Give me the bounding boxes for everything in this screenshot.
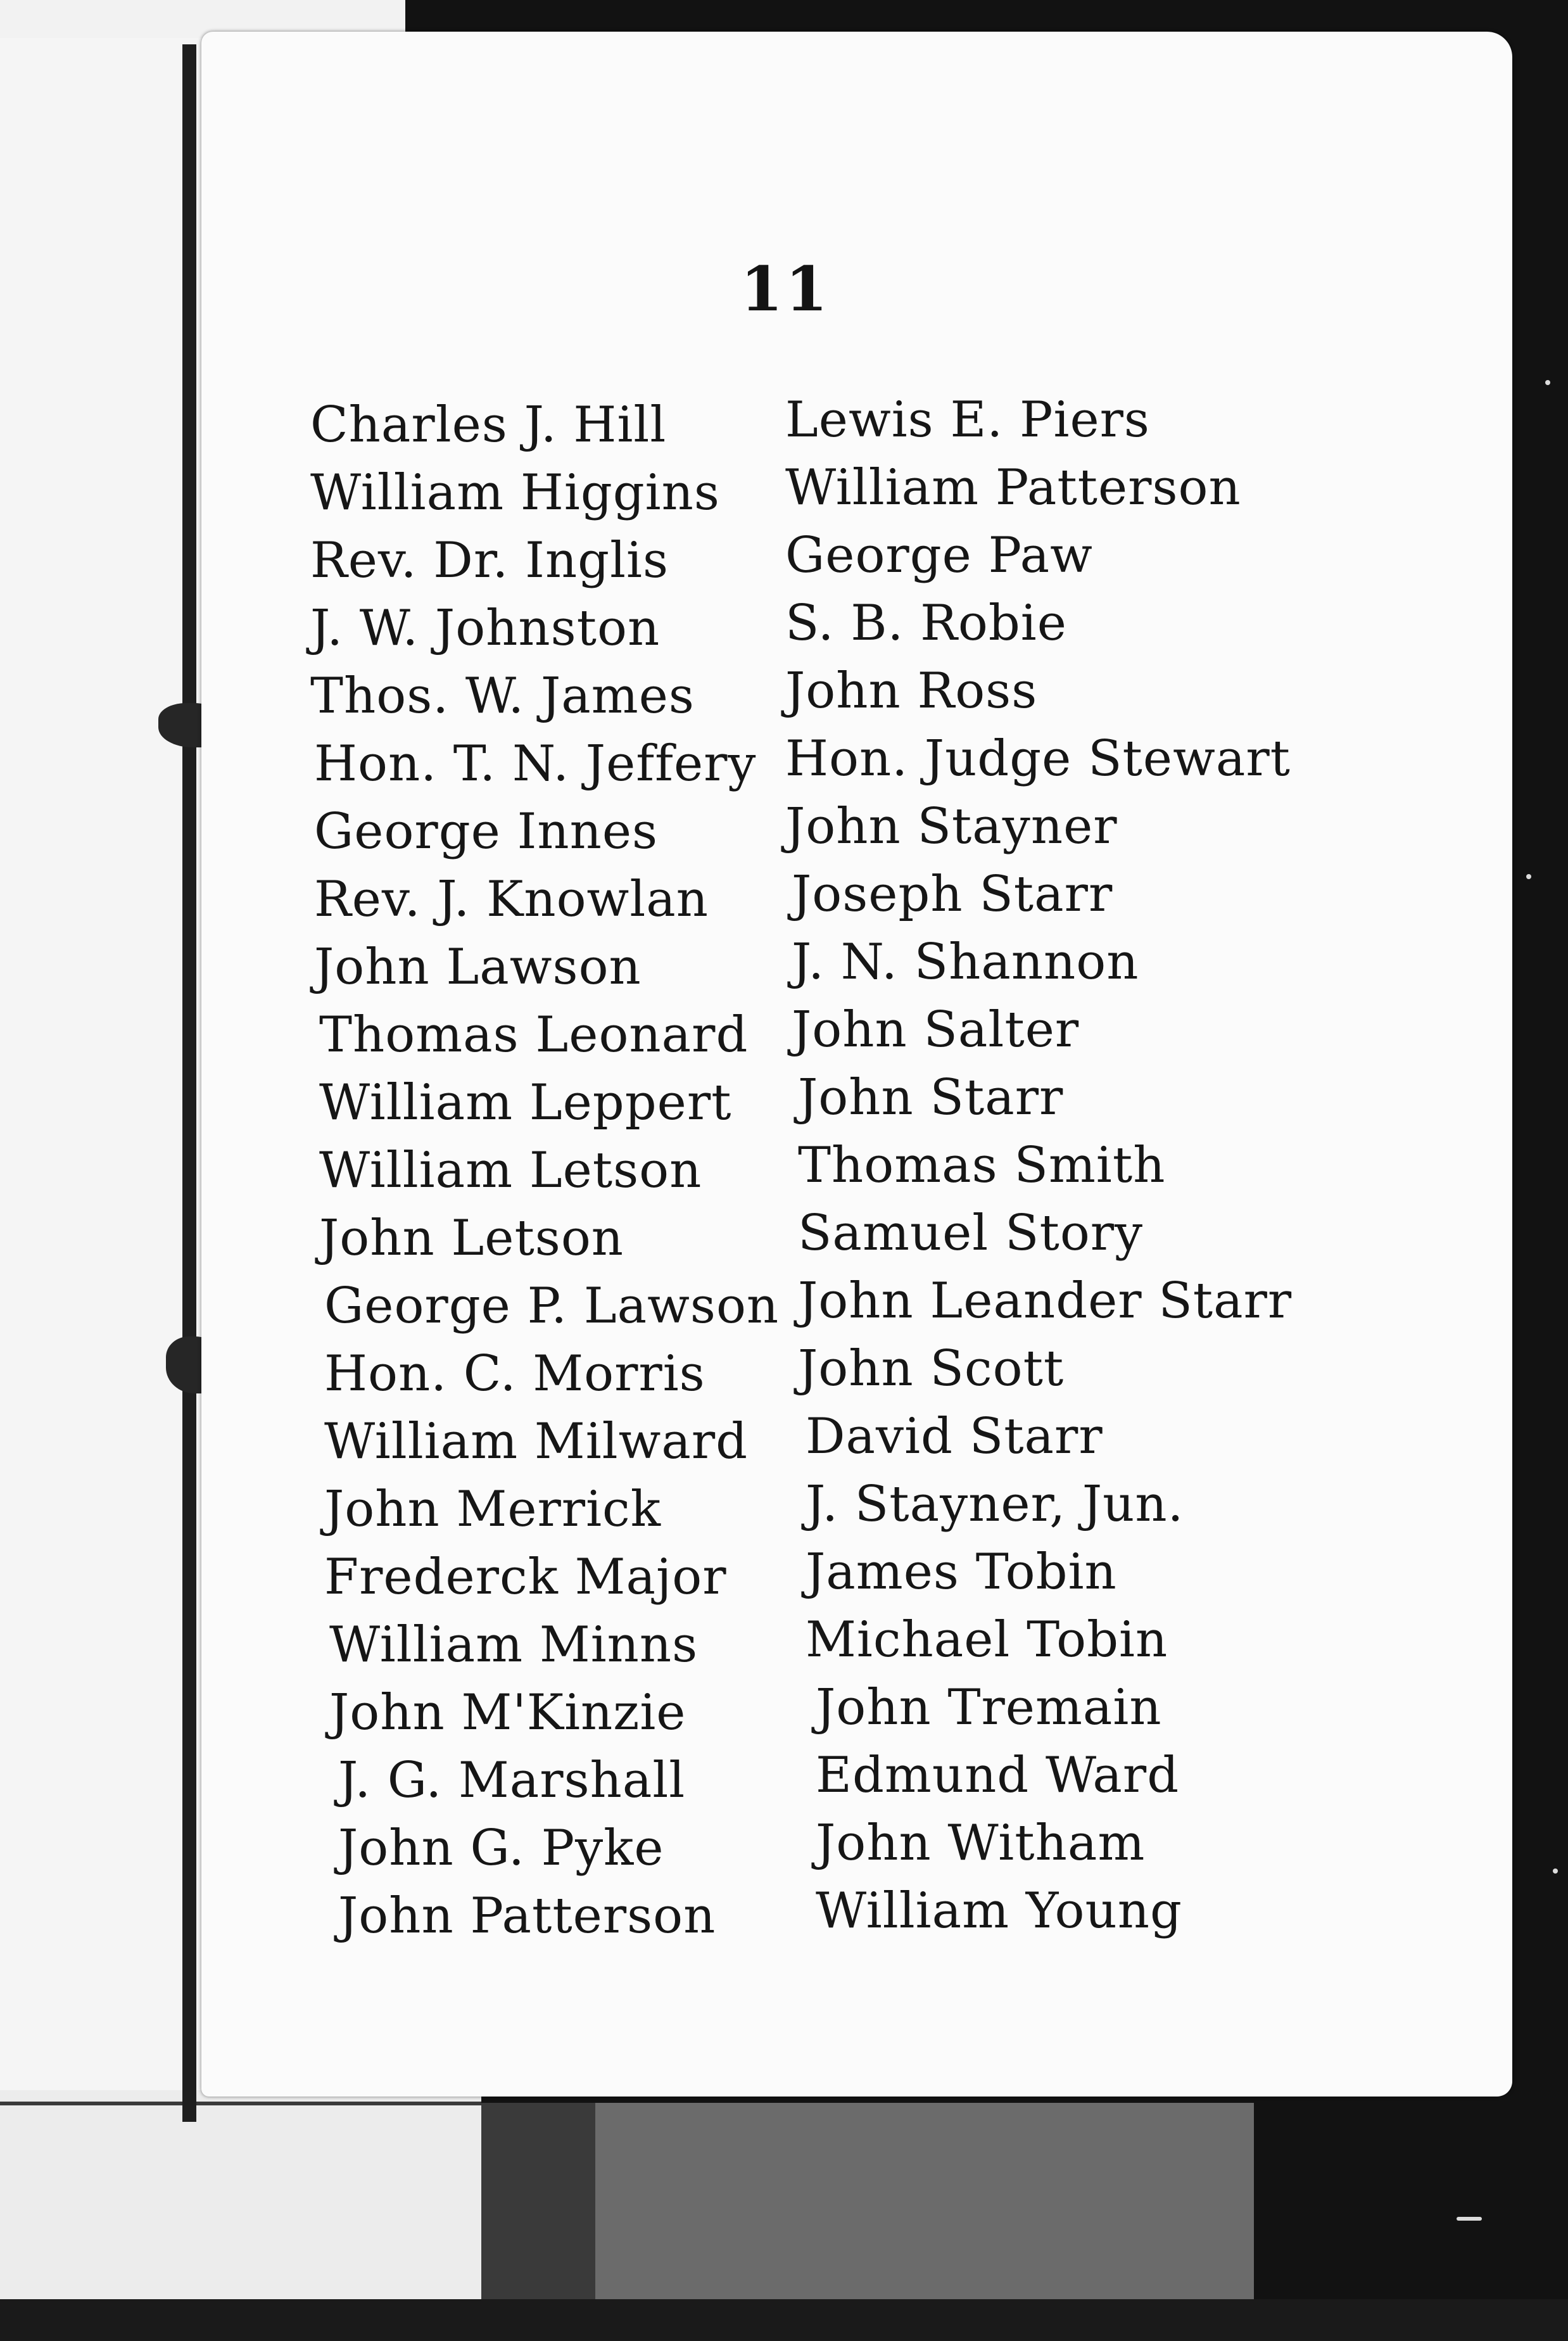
scan-backing-board [481,2103,1254,2306]
subscriber-name: William Letson [319,1142,702,1199]
subscriber-name: John Lawson [314,939,642,996]
subscriber-name: Lewis E. Piers [785,391,1150,448]
subscriber-name: Hon. C. Morris [324,1345,705,1402]
subscriber-name: John Scott [798,1340,1065,1397]
subscriber-name: John Tremain [816,1679,1162,1736]
subscriber-name: William Higgins [310,464,720,521]
subscriber-name: John Salter [792,1001,1080,1058]
subscriber-name: George P. Lawson [324,1278,780,1335]
subscriber-list-left [310,391,804,1950]
subscriber-name: John Patterson [338,1887,716,1944]
subscriber-name: William Young [816,1882,1182,1939]
subscriber-name: S. B. Robie [785,595,1067,652]
page-edge-line [0,2102,481,2105]
scan-speck [1553,1868,1558,1874]
subscriber-name: David Starr [806,1408,1103,1465]
subscriber-name: Joseph Starr [792,866,1113,923]
scan-speck [1526,874,1531,879]
scan-bottom-band [0,2299,1568,2341]
subscriber-name: Thomas Smith [798,1137,1166,1194]
subscriber-name: John Leander Starr [798,1272,1293,1329]
subscriber-name: Hon. Judge Stewart [785,730,1291,787]
subscriber-name: John Witham [816,1815,1146,1872]
subscriber-list-right [785,386,1305,1945]
subscriber-name: Rev. Dr. Inglis [310,532,669,589]
subscriber-name: James Tobin [806,1544,1117,1601]
subscriber-name: Edmund Ward [816,1747,1180,1804]
subscriber-name: William Minns [329,1616,699,1673]
subscriber-name: John Ross [785,663,1038,720]
subscriber-name: George Innes [314,803,659,860]
scan-speck [1457,2217,1482,2221]
subscriber-name: George Paw [785,527,1093,584]
subscriber-name: John Starr [798,1069,1064,1126]
subscriber-name: William Milward [324,1413,749,1470]
subscriber-name: John G. Pyke [338,1820,664,1877]
subscriber-name: John Merrick [324,1481,661,1538]
subscriber-name: Hon. T. N. Jeffery [314,735,757,792]
subscriber-name: Thomas Leonard [319,1006,749,1063]
subscriber-name: John Letson [319,1210,624,1267]
book-spine [182,44,196,2122]
subscriber-name: Samuel Story [798,1205,1144,1262]
subscriber-name: John Stayner [785,798,1118,855]
subscriber-name: Rev. J. Knowlan [314,871,709,928]
subscriber-name: Michael Tobin [806,1611,1168,1668]
subscriber-name: J. W. Johnston [310,600,661,657]
subscriber-name: William Patterson [785,459,1241,516]
subscriber-name: J. G. Marshall [338,1752,686,1809]
subscriber-name: Thos. W. James [310,668,695,725]
subscriber-name: J. N. Shannon [792,934,1139,991]
scan-speck [1545,380,1550,385]
subscriber-name: Frederck Major [324,1549,727,1606]
scan-backing-shadow [481,2103,595,2306]
subscriber-name: William Leppert [319,1074,732,1131]
subscriber-name: J. Stayner, Jun. [806,1476,1184,1533]
facing-page-lower [0,2090,481,2299]
subscriber-name: Charles J. Hill [310,397,667,454]
page-number: 11 [740,253,830,325]
subscriber-name: John M'Kinzie [329,1684,686,1741]
